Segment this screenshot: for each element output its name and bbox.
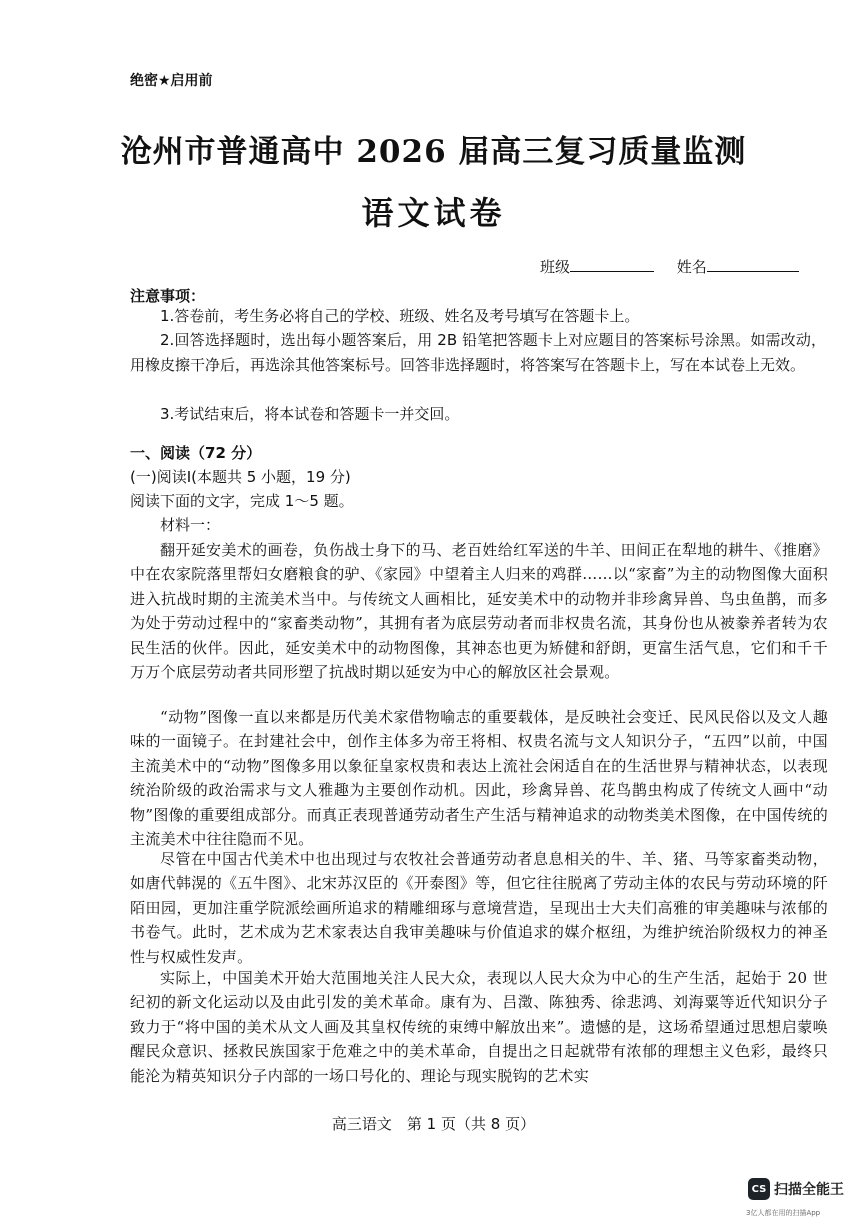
passage-paragraph: “动物”图像一直以来都是历代美术家借物喻志的重要载体，是反映社会变迁、民风民俗以及文人趣味的一面镜子。在封建社会中，创作主体多为帝王将相、权贵名流与文人知识分子，“五四”以前，中国主流美术中的“动物”图像多用以象征皇家权贵和表达上流社会闲适自在的生活世界与精神状态，以表现统治阶级的政治需求与文人雅趣为主要创作动机。因此，珍禽异兽、花鸟鹊虫构成了传统文人画中“动物”图像的重要组成部分。而真正表现普通劳动者生产生活与精神追求的动物类美术图像，在中国传统的主流美术中往往隐而不见。 bbox=[130, 708, 828, 849]
page-footer: 高三语文 第 1 页（共 8 页） bbox=[331, 1115, 536, 1133]
notice-item: 2.回答选择题时，选出每小题答案后，用 2B 铅笔把答题卡上对应题目的答案标号涂黑。如需改动，用橡皮擦干净后，再选涂其他答案标号。回答非选择题时，将答案写在答题卡上，写在本试卷上无效。 bbox=[130, 331, 826, 374]
class-blank bbox=[570, 257, 654, 272]
scanner-tagline: 3亿人都在用的扫描App bbox=[746, 1209, 821, 1217]
camscanner-icon: CS bbox=[748, 1178, 770, 1200]
passage-paragraph: 实际上，中国美术开始大范围地关注人民大众，表现以人民大众为中心的生产生活，起始于 20 世纪初的新文化运动以及由此引发的美术革命。康有为、吕澂、陈独秀、徐悲鸿、刘海粟等近代知识分子致力于“将中国的美术从文人画及其皇权传统的束缚中解放出来”。遗憾的是，这场希望通过思想启蒙唤醒民众意识、拯救民族国家于危难之中的美术革命，自提出之日起就带有浓郁的理想主义色彩，最终只能沦为精英知识分子内部的一场口号化的、理论与现实脱钩的艺术实 bbox=[130, 969, 828, 1085]
notice-item: 1.答卷前，考生务必将自己的学校、班级、姓名及考号填写在答题卡上。 bbox=[160, 307, 640, 325]
section-heading: 一、阅读（72 分） bbox=[130, 444, 262, 462]
scanner-app-name: 扫描全能王 bbox=[774, 1182, 844, 1198]
exam-title: 沧州市普通高中 2026 届高三复习质量监测 bbox=[120, 134, 747, 170]
passage-paragraph: 翻开延安美术的画卷，负伤战士身下的马、老百姓给红军送的牛羊、田间正在犁地的耕牛、《推磨》中在农家院落里帮妇女磨粮食的驴、《家园》中望着主人归来的鸡群……以“家畜”为主的动物图像大面积进入抗战时期的主流美术当中。与传统文人画相比，延安美术中的动物并非珍禽异兽、鸟虫鱼鹊，而多为处于劳动过程中的“家畜类动物”，其拥有者为底层劳动者而非权贵名流，其身份也从被豢养者转为农民生活的伙伴。因此，延安美术中的动物图像，其神态也更为矫健和舒朗，更富生活气息，它们和千千万万个底层劳动者共同形塑了抗战时期以延安为中心的解放区社会景观。 bbox=[130, 541, 828, 682]
scanner-watermark bbox=[748, 1178, 844, 1200]
exam-subtitle: 语文试卷 bbox=[361, 194, 506, 232]
student-info-fields bbox=[540, 256, 799, 277]
notice-heading: 注意事项： bbox=[130, 287, 206, 305]
passage-paragraph: 尽管在中国古代美术中也出现过与农牧社会普通劳动者息息相关的牛、羊、猪、马等家畜类动物，如唐代韩滉的《五牛图》、北宋苏汉臣的《开泰图》等，但它往往脱离了劳动主体的农民与劳动环境的阡陌田园，更加注重学院派绘画所追求的精雕细琢与意境营造，呈现出士大夫们高雅的审美趣味与浓郁的书卷气。此时，艺术成为艺术家表达自我审美趣味与价值追求的媒介枢纽，为维护统治阶级权力的神圣性与权威性发声。 bbox=[130, 850, 828, 966]
name-blank bbox=[707, 257, 799, 272]
material-label: 材料一： bbox=[160, 516, 221, 534]
reading-instruction: 阅读下面的文字，完成 1～5 题。 bbox=[130, 492, 354, 510]
class-label: 班级 bbox=[540, 258, 571, 276]
notice-item: 3.考试结束后，将本试卷和答题卡一并交回。 bbox=[160, 405, 460, 423]
subsection-heading: (一)阅读Ⅰ(本题共 5 小题，19 分) bbox=[130, 468, 351, 486]
name-label: 姓名 bbox=[676, 258, 707, 276]
confidential-label: 绝密★启用前 bbox=[130, 73, 213, 89]
